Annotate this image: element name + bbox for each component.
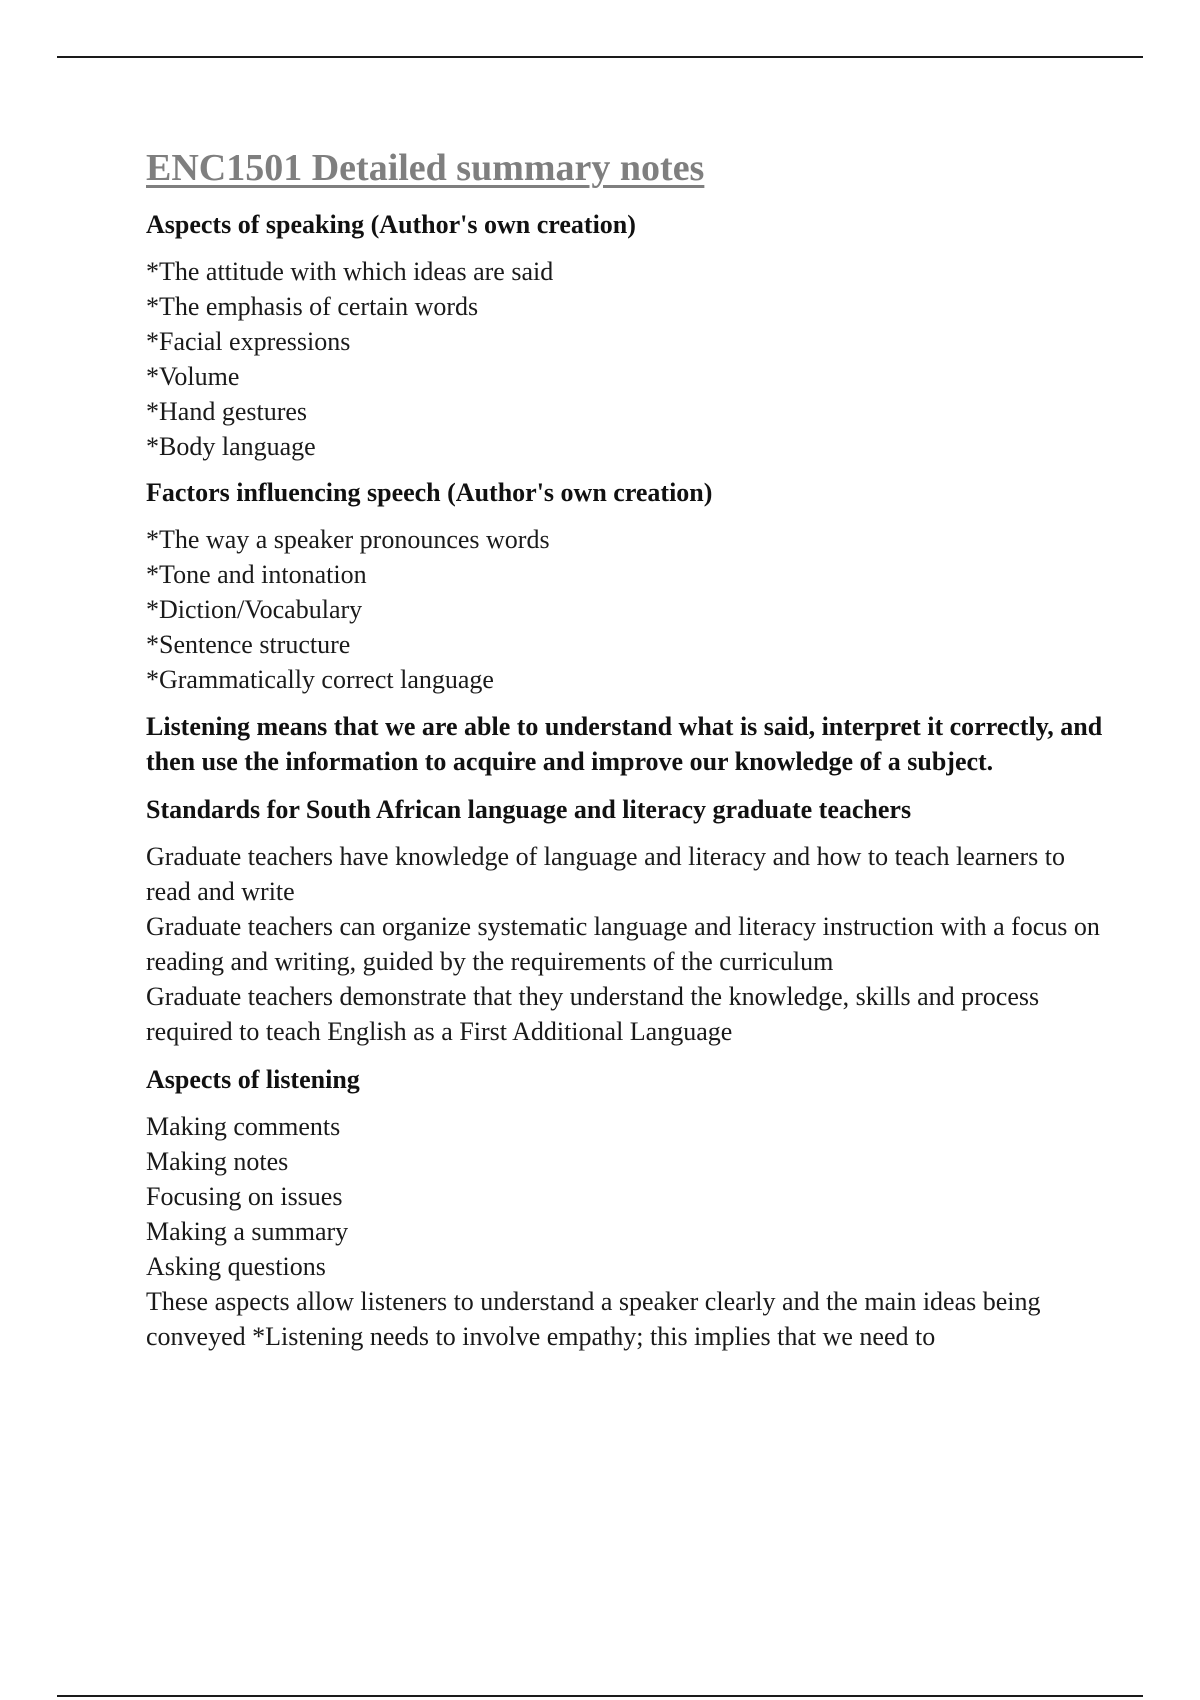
list-item: *Diction/Vocabulary <box>146 595 363 624</box>
section-heading-factors-influencing-speech: Factors influencing speech (Author's own creation) <box>146 478 713 507</box>
aspects-of-speaking-list <box>146 254 1106 464</box>
list-item: *Body language <box>146 432 316 461</box>
standards-paragraphs <box>146 839 1106 1049</box>
list-item: *Hand gestures <box>146 397 308 426</box>
listening-closing-text: These aspects allow listeners to understand a speaker clearly and the main ideas being conveyed *Listening needs to involve empathy; this implies that we need to <box>146 1287 1041 1351</box>
bottom-page-rule <box>57 1695 1143 1697</box>
list-item: *Grammatically correct language <box>146 665 494 694</box>
list-item: Making a summary <box>146 1217 349 1246</box>
section-heading-aspects-of-listening: Aspects of listening <box>146 1065 360 1094</box>
top-page-rule <box>57 56 1143 58</box>
standards-paragraph: Graduate teachers demonstrate that they understand the knowledge, skills and process required to teach English as a First Additional Language <box>146 982 1040 1046</box>
list-item: *The emphasis of certain words <box>146 292 479 321</box>
aspects-of-listening-list <box>146 1109 1106 1284</box>
list-item: Making notes <box>146 1147 289 1176</box>
list-item: *Facial expressions <box>146 327 351 356</box>
listening-definition: Listening means that we are able to understand what is said, interpret it correctly, and then use the information to acquire and improve our knowledge of a subject. <box>146 712 1103 776</box>
list-item: *Tone and intonation <box>146 560 367 589</box>
list-item: *Volume <box>146 362 240 391</box>
list-item: *The way a speaker pronounces words <box>146 525 550 554</box>
list-item: Focusing on issues <box>146 1182 343 1211</box>
section-heading-standards: Standards for South African language and literacy graduate teachers <box>146 795 912 824</box>
document-title: ENC1501 Detailed summary notes <box>146 147 705 189</box>
list-item: *The attitude with which ideas are said <box>146 257 554 286</box>
list-item: Making comments <box>146 1112 341 1141</box>
list-item: Asking questions <box>146 1252 326 1281</box>
section-heading-aspects-of-speaking: Aspects of speaking (Author's own creation) <box>146 210 636 239</box>
document-body <box>146 142 1106 1354</box>
standards-paragraph: Graduate teachers have knowledge of language and literacy and how to teach learners to read and write <box>146 842 1065 906</box>
standards-paragraph: Graduate teachers can organize systematic language and literacy instruction with a focus on reading and writing, guided by the requirements of the curriculum <box>146 912 1100 976</box>
factors-influencing-speech-list <box>146 522 1106 697</box>
list-item: *Sentence structure <box>146 630 351 659</box>
